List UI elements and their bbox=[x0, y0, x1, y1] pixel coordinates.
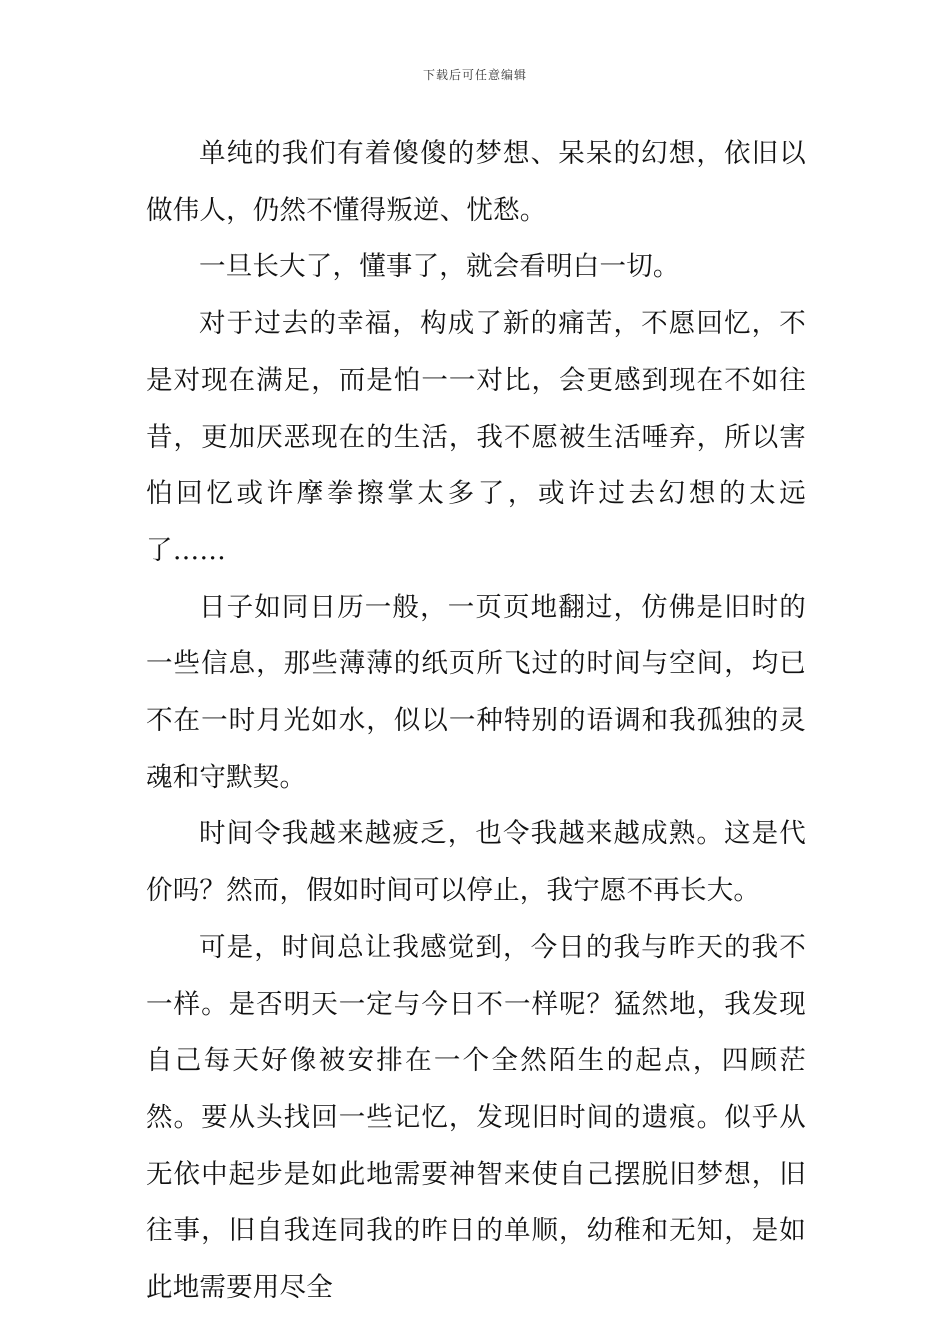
paragraph-5: 时间令我越来越疲乏，也令我越来越成熟。这是代价吗？然而，假如时间可以停止，我宁愿不再长大。 bbox=[146, 818, 806, 907]
paragraph-6: 可是，时间总让我感觉到，今日的我与昨天的我不一样。是否明天一定与今日不一样呢？猛然地，我发现自己每天好像被安排在一个全然陌生的起点，四顾茫然。要从头找回一些记忆，发现旧时间的遗痕。似乎从无依中起步是如此地需要神智来使自己摆脱旧梦想，旧往事，旧自我连同我的昨日的单顺，幼稚和无知，是如此地需要用尽全 bbox=[146, 931, 806, 1304]
paragraph-3: 对于过去的幸福，构成了新的痛苦，不愿回忆，不是对现在满足，而是怕一一对比，会更感到现在不如往昔，更加厌恶现在的生活，我不愿被生活唾弃，所以害怕回忆或许摩拳擦掌太多了，或许过去幻想的太远了…… bbox=[146, 308, 806, 566]
page-header: 下载后可任意编辑 bbox=[422, 68, 527, 82]
paragraph-2: 一旦长大了，懂事了，就会看明白一切。 bbox=[199, 251, 680, 283]
paragraph-1: 单纯的我们有着傻傻的梦想、呆呆的幻想，依旧以做伟人，仍然不懂得叛逆、忧愁。 bbox=[146, 138, 806, 226]
paragraph-4: 日子如同日历一般，一页页地翻过，仿佛是旧时的一些信息，那些薄薄的纸页所飞过的时间与空间，均已不在一时月光如水，似以一种特别的语调和我孤独的灵魂和守默契。 bbox=[146, 591, 806, 793]
document-body bbox=[146, 126, 806, 1317]
